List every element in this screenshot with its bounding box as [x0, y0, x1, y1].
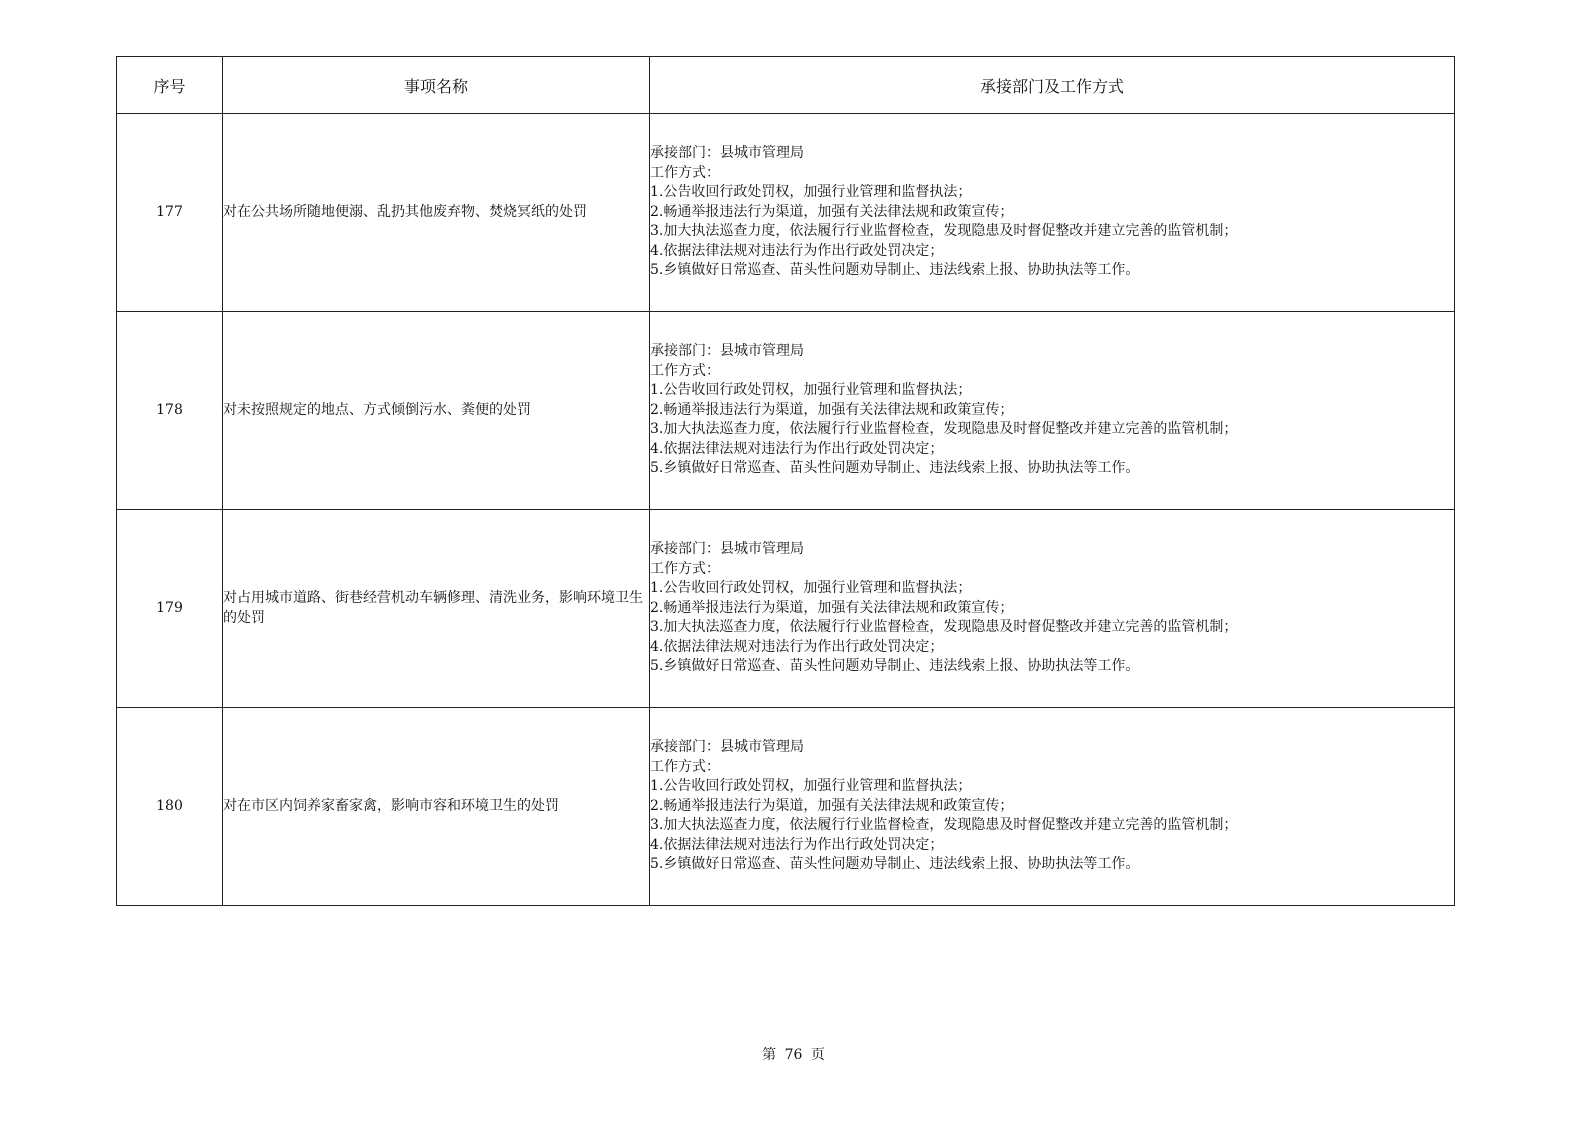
work-step-2: 2.畅通举报违法行为渠道，加强有关法律法规和政策宣传；	[650, 401, 1014, 418]
work-step-3: 3.加大执法巡查力度，依法履行行业监督检查，发现隐患及时督促整改并建立完善的监管机制；	[650, 619, 1238, 636]
work-step-1: 1.公告收回行政处罚权，加强行业管理和监督执法；	[650, 778, 972, 795]
work-step-4: 4.依据法律法规对违法行为作出行政处罚决定；	[650, 638, 944, 655]
header-dept: 承接部门及工作方式	[650, 57, 1455, 114]
work-step-2: 2.畅通举报违法行为渠道，加强有关法律法规和政策宣传；	[650, 797, 1014, 814]
table-row	[117, 312, 1455, 510]
row-seq: 179	[117, 510, 223, 708]
header-row	[117, 57, 1455, 114]
work-mode-label: 工作方式：	[650, 758, 720, 775]
header-seq: 序号	[117, 57, 223, 114]
work-step-3: 3.加大执法巡查力度，依法履行行业监督检查，发现隐患及时督促整改并建立完善的监管机制；	[650, 421, 1238, 438]
row-dept-work	[650, 114, 1455, 312]
work-step-3: 3.加大执法巡查力度，依法履行行业监督检查，发现隐患及时督促整改并建立完善的监管机制；	[650, 817, 1238, 834]
row-dept-work	[650, 510, 1455, 708]
dept-line: 承接部门：县城市管理局	[650, 739, 804, 756]
work-mode-label: 工作方式：	[650, 560, 720, 577]
work-step-1: 1.公告收回行政处罚权，加强行业管理和监督执法；	[650, 382, 972, 399]
row-item-name: 对占用城市道路、街巷经营机动车辆修理、清洗业务，影响环境卫生的处罚	[223, 510, 650, 708]
work-step-2: 2.畅通举报违法行为渠道，加强有关法律法规和政策宣传；	[650, 203, 1014, 220]
table-row	[117, 708, 1455, 906]
work-step-4: 4.依据法律法规对违法行为作出行政处罚决定；	[650, 242, 944, 259]
work-step-5: 5.乡镇做好日常巡查、苗头性问题劝导制止、违法线索上报、协助执法等工作。	[650, 262, 1140, 279]
row-item-name: 对在市区内饲养家畜家禽，影响市容和环境卫生的处罚	[223, 708, 650, 906]
work-step-1: 1.公告收回行政处罚权，加强行业管理和监督执法；	[650, 184, 972, 201]
table-row	[117, 114, 1455, 312]
items-table	[116, 56, 1455, 906]
row-seq: 177	[117, 114, 223, 312]
work-step-4: 4.依据法律法规对违法行为作出行政处罚决定；	[650, 836, 944, 853]
work-step-4: 4.依据法律法规对违法行为作出行政处罚决定；	[650, 440, 944, 457]
work-step-5: 5.乡镇做好日常巡查、苗头性问题劝导制止、违法线索上报、协助执法等工作。	[650, 856, 1140, 873]
work-step-5: 5.乡镇做好日常巡查、苗头性问题劝导制止、违法线索上报、协助执法等工作。	[650, 460, 1140, 477]
work-step-3: 3.加大执法巡查力度，依法履行行业监督检查，发现隐患及时督促整改并建立完善的监管机制；	[650, 223, 1238, 240]
table-row	[117, 510, 1455, 708]
work-mode-label: 工作方式：	[650, 362, 720, 379]
dept-line: 承接部门：县城市管理局	[650, 145, 804, 162]
work-step-2: 2.畅通举报违法行为渠道，加强有关法律法规和政策宣传；	[650, 599, 1014, 616]
page-number: 第 76 页	[762, 1047, 825, 1063]
row-item-name: 对在公共场所随地便溺、乱扔其他废弃物、焚烧冥纸的处罚	[223, 114, 650, 312]
work-mode-label: 工作方式：	[650, 164, 720, 181]
row-dept-work	[650, 312, 1455, 510]
dept-line: 承接部门：县城市管理局	[650, 541, 804, 558]
row-seq: 178	[117, 312, 223, 510]
work-step-1: 1.公告收回行政处罚权，加强行业管理和监督执法；	[650, 580, 972, 597]
dept-line: 承接部门：县城市管理局	[650, 343, 804, 360]
row-dept-work	[650, 708, 1455, 906]
row-seq: 180	[117, 708, 223, 906]
row-item-name: 对未按照规定的地点、方式倾倒污水、粪便的处罚	[223, 312, 650, 510]
header-name: 事项名称	[223, 57, 650, 114]
work-step-5: 5.乡镇做好日常巡查、苗头性问题劝导制止、违法线索上报、协助执法等工作。	[650, 658, 1140, 675]
